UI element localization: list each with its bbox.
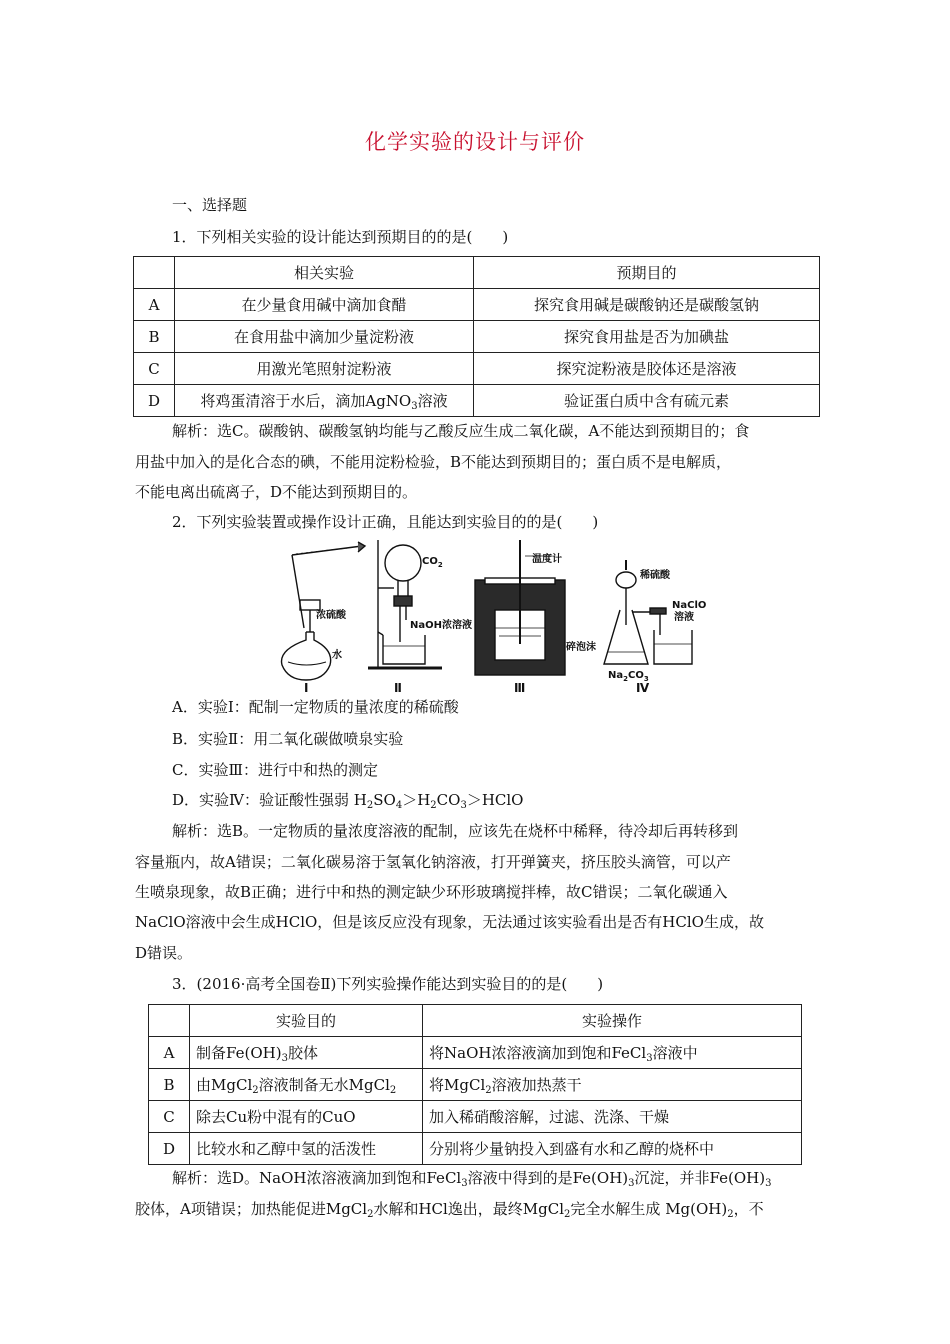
option-letter: B <box>134 321 175 353</box>
table-row <box>134 385 820 417</box>
table-row <box>149 1101 802 1133</box>
question-1-stem: 1．下列相关实验的设计能达到预期目的的是( ) <box>172 228 509 246</box>
table-cell: 比较水和乙醇中氢的活泼性 <box>190 1133 423 1165</box>
figure-label-iii: Ⅲ <box>514 681 526 695</box>
page-title: 化学实验的设计与评价 <box>365 130 585 154</box>
table-cell: 将MgCl$_2$溶液加热蒸干 <box>423 1069 802 1101</box>
question-3-table <box>148 1004 802 1165</box>
table-cell: 用激光笔照射淀粉液 <box>175 353 474 385</box>
analysis-line: 容量瓶内，故A错误；二氧化碳易溶于氢氧化钠溶液，打开弹簧夹，挤压胶头滴管，可以产 <box>135 853 731 871</box>
analysis-line: 解析：选D。NaOH浓溶液滴加到饱和FeCl$_3$溶液中得到的是$Fe(OH)_3$沉淀，并非$Fe(OH)_3$ <box>172 1169 772 1189</box>
table-cell: 探究食用盐是否为加碘盐 <box>474 321 820 353</box>
analysis-line: D错误。 <box>135 944 193 962</box>
table-cell: 加入稀硝酸溶解，过滤、洗涤、干燥 <box>423 1101 802 1133</box>
table-row <box>149 1133 802 1165</box>
table-cell: 由MgCl$_2$溶液制备无水MgCl$_2$ <box>190 1069 423 1101</box>
label-naclo: NaClO <box>672 600 707 611</box>
option-a: A．实验Ⅰ：配制一定物质的量浓度的稀硫酸 <box>172 698 459 716</box>
option-letter: D <box>149 1133 190 1165</box>
table-header: 实验目的 <box>190 1005 423 1037</box>
label-naclo-solution: 溶液 <box>674 612 694 623</box>
analysis-line: 解析：选C。碳酸钠、碳酸氢钠均能与乙酸反应生成二氧化碳，A不能达到预期目的；食 <box>172 422 750 440</box>
option-letter: C <box>149 1101 190 1133</box>
table-cell: 将鸡蛋清溶于水后，滴加AgNO$_3$溶液 <box>175 385 474 417</box>
table-header-row <box>134 257 820 289</box>
label-foam: 碎泡沫 <box>566 642 596 653</box>
table-header-row <box>149 1005 802 1037</box>
table-row <box>134 289 820 321</box>
label-naoh: NaOH浓溶液 <box>410 620 472 631</box>
option-c: C．实验Ⅲ：进行中和热的测定 <box>172 761 378 779</box>
table-cell: 将NaOH浓溶液滴加到饱和FeCl$_3$溶液中 <box>423 1037 802 1069</box>
analysis-line: 用盐中加入的是化合态的碘，不能用淀粉检验，B不能达到预期目的；蛋白质不是电解质， <box>135 453 732 471</box>
table-header: 实验操作 <box>423 1005 802 1037</box>
analysis-line: 解析：选B。一定物质的量浓度溶液的配制，应该先在烧杯中稀释，待冷却后再转移到 <box>172 822 739 840</box>
section-heading: 一、选择题 <box>172 196 248 214</box>
table-row <box>149 1069 802 1101</box>
table-cell: 在食用盐中滴加少量淀粉液 <box>175 321 474 353</box>
question-2-stem: 2．下列实验装置或操作设计正确，且能达到实验目的的是( ) <box>172 513 599 531</box>
analysis-line: 不能电离出硫离子，D不能达到预期目的。 <box>135 483 418 501</box>
label-thermometer: 温度计 <box>532 554 562 565</box>
apparatus-figure <box>270 540 720 695</box>
table-cell <box>134 257 175 289</box>
label-co2: $CO_2$ <box>422 556 443 569</box>
figure-label-i: Ⅰ <box>304 681 309 695</box>
label-water: 水 <box>332 650 342 661</box>
table-cell <box>149 1005 190 1037</box>
option-d: D．实验Ⅳ：验证酸性强弱 $H_2SO_4>H_2CO_3>HClO$ <box>172 791 524 811</box>
analysis-line: 胶体，A项错误；加热能促进MgCl$_2$水解和HCl逸出，最终MgCl$_2$完全水解生成 $Mg(OH)_2$，不 <box>135 1200 764 1220</box>
option-b: B．实验Ⅱ：用二氧化碳做喷泉实验 <box>172 730 404 748</box>
label-conc-acid: 浓硫酸 <box>316 610 346 621</box>
table-row <box>134 321 820 353</box>
option-letter: D <box>134 385 175 417</box>
figure-label-ii: Ⅱ <box>394 681 402 695</box>
table-cell: 除去Cu粉中混有的CuO <box>190 1101 423 1133</box>
analysis-line: NaClO溶液中会生成HClO，但是该反应没有现象，无法通过该实验看出是否有HClO生成，故 <box>135 913 764 931</box>
option-letter: A <box>134 289 175 321</box>
table-cell: 探究食用碱是碳酸钠还是碳酸氢钠 <box>474 289 820 321</box>
table-row <box>149 1037 802 1069</box>
table-cell: 探究淀粉液是胶体还是溶液 <box>474 353 820 385</box>
analysis-line: 生喷泉现象，故B正确；进行中和热的测定缺少环形玻璃搅拌棒，故C错误；二氧化碳通入 <box>135 883 728 901</box>
question-3-stem: 3．(2016·高考全国卷Ⅱ)下列实验操作能达到实验目的的是( ) <box>172 975 604 993</box>
figure-label-iv: Ⅳ <box>636 681 650 695</box>
question-1-table <box>133 256 820 417</box>
label-na2co3: $Na_2CO_3$ <box>608 670 649 683</box>
table-header: 预期目的 <box>474 257 820 289</box>
table-cell: 制备$Fe(OH)_3$胶体 <box>190 1037 423 1069</box>
label-dil-acid: 稀硫酸 <box>640 570 670 581</box>
table-row <box>134 353 820 385</box>
option-letter: B <box>149 1069 190 1101</box>
table-cell: 在少量食用碱中滴加食醋 <box>175 289 474 321</box>
table-header: 相关实验 <box>175 257 474 289</box>
table-cell: 分别将少量钠投入到盛有水和乙醇的烧杯中 <box>423 1133 802 1165</box>
option-letter: A <box>149 1037 190 1069</box>
option-letter: C <box>134 353 175 385</box>
table-cell: 验证蛋白质中含有硫元素 <box>474 385 820 417</box>
